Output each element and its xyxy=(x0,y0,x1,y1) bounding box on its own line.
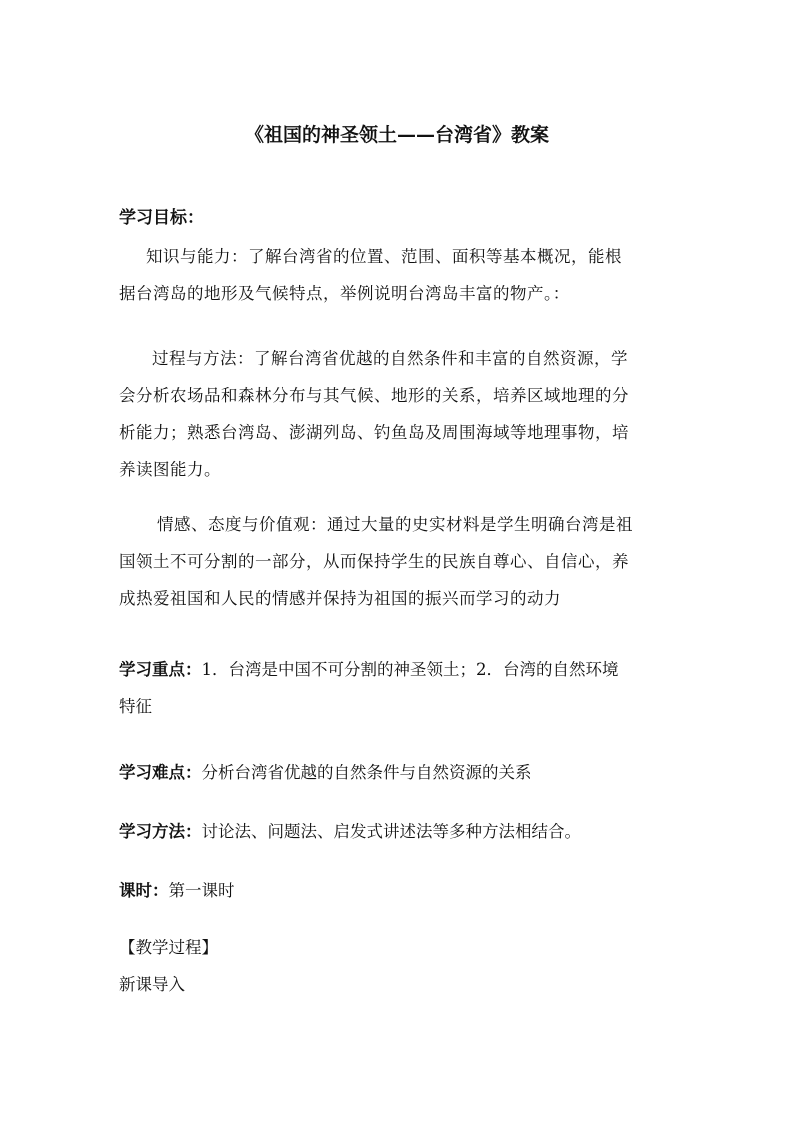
class-hours-section xyxy=(119,872,679,909)
process-line: 析能力；熟悉台湾岛、澎湖列岛、钓鱼岛及周围海域等地理事物，培 xyxy=(119,423,629,442)
emotion-line: 情感、态度与价值观：通过大量的史实材料是学生明确台湾是祖 xyxy=(157,515,633,534)
emotion-line: 国领土不可分割的一部分，从而保持学生的民族自尊心、自信心，养 xyxy=(119,552,629,571)
difficulties-label: 学习难点： xyxy=(119,763,202,782)
key-points-text: 1．台湾是中国不可分割的神圣领土；2．台湾的自然环境 xyxy=(201,660,619,679)
class-hours-label: 课时： xyxy=(119,881,169,900)
methods-label: 学习方法： xyxy=(119,822,202,841)
document-title: 《祖国的神圣领土——台湾省》教案 xyxy=(244,124,549,146)
difficulties-section xyxy=(119,754,679,791)
key-points-label: 学习重点： xyxy=(119,660,202,679)
key-points-continuation: 特征 xyxy=(119,697,152,716)
emotion-line: 成热爱祖国和人民的情感并保持为祖国的振兴而学习的动力 xyxy=(119,589,561,608)
key-points-section xyxy=(119,651,679,725)
process-line: 养读图能力。 xyxy=(119,460,221,479)
methods-text: 讨论法、问题法、启发式讲述法等多种方法相结合。 xyxy=(201,822,581,841)
intro-heading: 新课导入 xyxy=(119,975,185,994)
knowledge-line: 知识与能力：了解台湾省的位置、范围、面积等基本概况，能根 xyxy=(146,247,622,266)
teaching-process-heading: 【教学过程】 xyxy=(119,938,218,957)
knowledge-line: 据台湾岛的地形及气候特点，举例说明台湾岛丰富的物产。： xyxy=(119,284,570,303)
methods-section xyxy=(119,813,679,850)
class-hours-text: 第一课时 xyxy=(168,881,235,900)
process-line: 会分析农场品和森林分布与其气候、地形的关系，培养区域地理的分 xyxy=(119,386,629,405)
objectives-heading: 学习目标： xyxy=(119,208,204,228)
knowledge-paragraph xyxy=(119,238,679,312)
difficulties-text: 分析台湾省优越的自然条件与自然资源的关系 xyxy=(201,763,532,782)
process-paragraph xyxy=(119,340,679,488)
process-line: 过程与方法：了解台湾省优越的自然条件和丰富的自然资源，学 xyxy=(152,349,628,368)
emotion-paragraph xyxy=(119,506,679,617)
